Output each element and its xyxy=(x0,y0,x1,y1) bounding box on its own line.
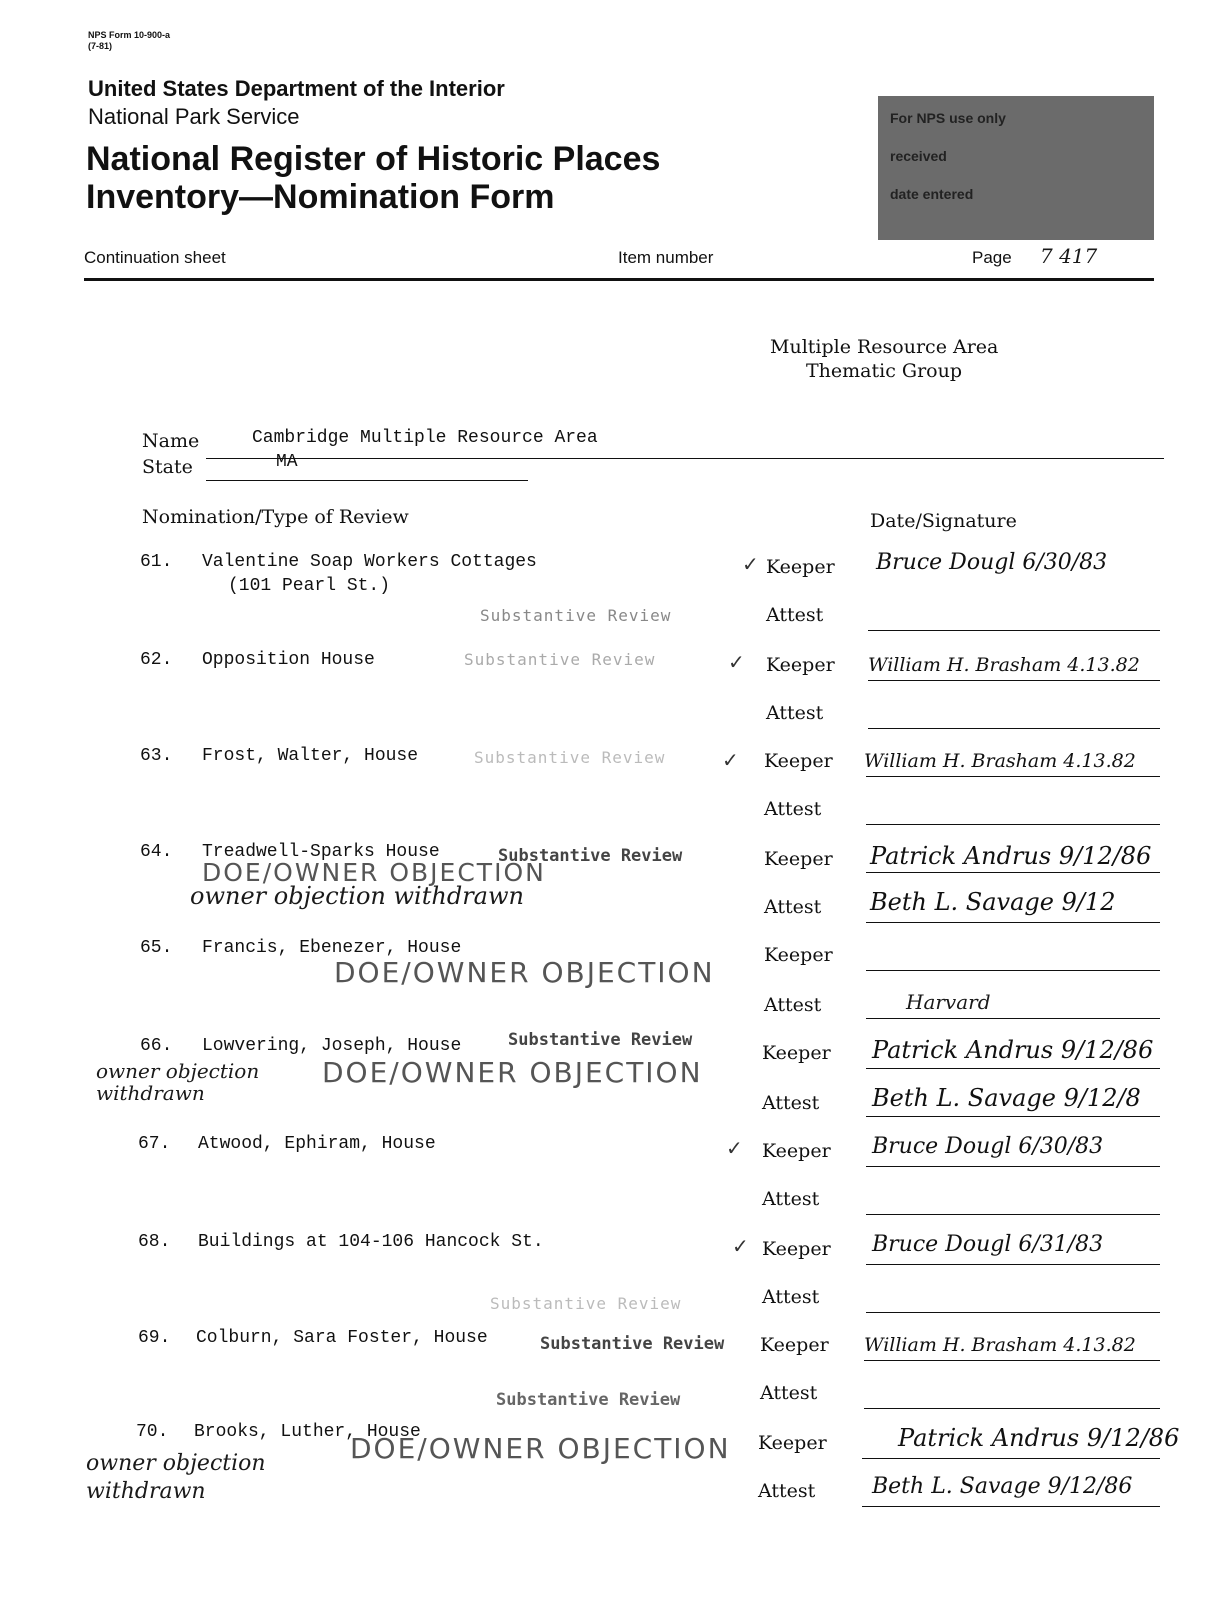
entry-name: Brooks, Luther, House xyxy=(194,1422,421,1442)
keeper-line xyxy=(866,1166,1160,1167)
attest-label: Attest xyxy=(764,798,822,820)
doe-owner-objection-stamp: DOE/OWNER OBJECTION xyxy=(322,1056,703,1089)
keeper-line xyxy=(864,1360,1160,1361)
entry-name: Lowvering, Joseph, House xyxy=(202,1036,462,1056)
check-mark-icon: ✓ xyxy=(722,750,739,772)
attest-line xyxy=(866,824,1160,825)
entry-name: Opposition House xyxy=(202,650,375,670)
keeper-signature: Patrick Andrus 9/12/86 xyxy=(898,1424,1180,1452)
attest-line xyxy=(862,1506,1160,1507)
name-label: Name xyxy=(142,430,200,452)
page-label: Page xyxy=(972,248,1012,267)
keeper-label: Keeper xyxy=(764,848,833,870)
keeper-label: Keeper xyxy=(762,1238,831,1260)
group-line2: Thematic Group xyxy=(806,360,962,382)
keeper-label: Keeper xyxy=(766,654,835,676)
keeper-signature: William H. Brasham 4.13.82 xyxy=(864,750,1136,772)
entry-number: 69. xyxy=(138,1328,171,1348)
attest-line xyxy=(866,1312,1160,1313)
keeper-signature: Bruce Dougl 6/30/83 xyxy=(872,1134,1104,1159)
continuation-row xyxy=(84,244,1154,281)
check-mark-icon: ✓ xyxy=(728,652,745,674)
substantive-review-stamp: Substantive Review xyxy=(498,846,683,866)
entry-name: Buildings at 104-106 Hancock St. xyxy=(198,1232,544,1252)
substantive-review-stamp: Substantive Review xyxy=(508,1030,693,1050)
department-name: United States Department of the Interior xyxy=(88,76,505,101)
attest-label: Attest xyxy=(758,1480,816,1502)
substantive-review-stamp: Substantive Review xyxy=(496,1390,681,1410)
attest-line xyxy=(866,922,1160,923)
state-value: MA xyxy=(276,452,298,472)
entry-name-line2: (101 Pearl St.) xyxy=(228,576,391,596)
keeper-label: Keeper xyxy=(764,750,833,772)
state-label: State xyxy=(142,456,193,478)
attest-line xyxy=(866,1018,1160,1019)
entry-name: Frost, Walter, House xyxy=(202,746,419,766)
check-mark-icon: ✓ xyxy=(726,1138,743,1160)
attest-signature: Beth L. Savage 9/12/86 xyxy=(872,1474,1133,1499)
attest-label: Attest xyxy=(762,1286,820,1308)
entry-name: Valentine Soap Workers Cottages xyxy=(202,552,537,572)
entry-number: 64. xyxy=(140,842,173,862)
keeper-label: Keeper xyxy=(766,556,835,578)
agency-name: National Park Service xyxy=(88,104,300,129)
entry-number: 63. xyxy=(140,746,173,766)
keeper-signature: William H. Brasham 4.13.82 xyxy=(868,654,1140,676)
doe-owner-objection-stamp: DOE/OWNER OBJECTION xyxy=(334,956,715,989)
entry-name: Colburn, Sara Foster, House xyxy=(196,1328,488,1348)
handwritten-note: owner objection withdrawn xyxy=(96,1059,260,1105)
attest-line xyxy=(866,1116,1160,1117)
attest-line xyxy=(866,1214,1160,1215)
keeper-line xyxy=(868,680,1160,681)
keeper-label: Keeper xyxy=(762,1140,831,1162)
entry-number: 70. xyxy=(136,1422,169,1442)
substantive-review-stamp: Substantive Review xyxy=(540,1334,725,1354)
doe-owner-objection-stamp: DOE/OWNER OBJECTION xyxy=(350,1432,731,1465)
substantive-review-stamp: Substantive Review xyxy=(480,606,672,625)
attest-label: Attest xyxy=(760,1382,818,1404)
entry-number: 66. xyxy=(140,1036,173,1056)
keeper-label: Keeper xyxy=(760,1334,829,1356)
keeper-signature: Patrick Andrus 9/12/86 xyxy=(870,842,1152,870)
entry-name: Francis, Ebenezer, House xyxy=(202,938,462,958)
substantive-review-stamp: Substantive Review xyxy=(464,650,656,669)
entry-number: 67. xyxy=(138,1134,171,1154)
entry-name: Treadwell-Sparks House xyxy=(202,842,440,862)
keeper-line xyxy=(866,1264,1160,1265)
keeper-signature: Bruce Dougl 6/30/83 xyxy=(876,550,1108,575)
item-number-label: Item number xyxy=(618,248,714,267)
entry-number: 65. xyxy=(140,938,173,958)
form-number: NPS Form 10-900-a (7-81) xyxy=(88,30,171,51)
attest-line xyxy=(868,728,1160,729)
entry-number: 62. xyxy=(140,650,173,670)
keeper-line xyxy=(866,970,1160,971)
continuation-sheet-label: Continuation sheet xyxy=(84,248,226,267)
handwritten-note: owner objection withdrawn xyxy=(86,1451,266,1504)
substantive-review-stamp: Substantive Review xyxy=(490,1294,682,1313)
entry-number: 61. xyxy=(140,552,173,572)
nomination-column-header: Nomination/Type of Review xyxy=(142,506,409,528)
attest-label: Attest xyxy=(762,1188,820,1210)
page-value: 7 417 xyxy=(1040,244,1098,268)
attest-label: Attest xyxy=(766,604,824,626)
keeper-line xyxy=(866,776,1160,777)
keeper-signature: William H. Brasham 4.13.82 xyxy=(864,1334,1136,1356)
entry-number: 68. xyxy=(138,1232,171,1252)
name-underline xyxy=(206,458,1164,459)
form-title: National Register of Historic Places Inventory—Nomination Form xyxy=(86,140,661,216)
date-signature-column-header: Date/Signature xyxy=(870,510,1017,532)
keeper-line xyxy=(862,1458,1160,1459)
keeper-label: Keeper xyxy=(762,1042,831,1064)
group-line1: Multiple Resource Area xyxy=(770,336,999,358)
doe-owner-objection-stamp: DOE/OWNER OBJECTION xyxy=(202,858,546,887)
keeper-label: Keeper xyxy=(758,1432,827,1454)
attest-label: Attest xyxy=(764,896,822,918)
check-mark-icon: ✓ xyxy=(742,554,759,576)
attest-label: Attest xyxy=(764,994,822,1016)
keeper-label: Keeper xyxy=(764,944,833,966)
keeper-signature: Patrick Andrus 9/12/86 xyxy=(872,1036,1154,1064)
check-mark-icon: ✓ xyxy=(732,1236,749,1258)
state-underline xyxy=(206,480,528,481)
handwritten-note: owner objection withdrawn xyxy=(190,882,524,910)
keeper-signature: Bruce Dougl 6/31/83 xyxy=(872,1232,1104,1257)
attest-signature: Beth L. Savage 9/12 xyxy=(870,888,1116,916)
attest-signature: Beth L. Savage 9/12/8 xyxy=(872,1084,1141,1112)
attest-label: Attest xyxy=(766,702,824,724)
entry-name: Atwood, Ephiram, House xyxy=(198,1134,436,1154)
name-value: Cambridge Multiple Resource Area xyxy=(252,428,598,448)
nps-use-box: For NPS use only received date entered xyxy=(878,96,1154,240)
substantive-review-stamp: Substantive Review xyxy=(474,748,666,767)
attest-line xyxy=(868,630,1160,631)
attest-line xyxy=(864,1408,1160,1409)
keeper-line xyxy=(866,1068,1160,1069)
keeper-line xyxy=(866,872,1160,873)
attest-signature: Harvard xyxy=(906,990,991,1014)
attest-label: Attest xyxy=(762,1092,820,1114)
